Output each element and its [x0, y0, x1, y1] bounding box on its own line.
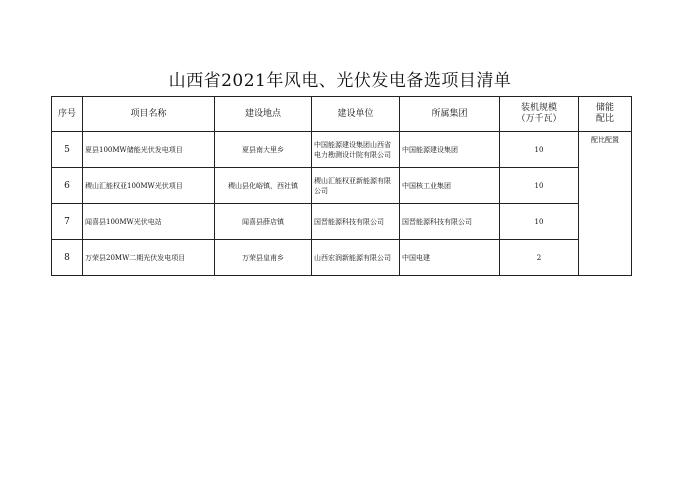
table-header-row — [52, 97, 632, 132]
header-storage-ratio: 储能 配比 — [579, 97, 632, 132]
project-table — [51, 96, 632, 276]
header-builder: 建设单位 — [312, 97, 400, 132]
table-row — [52, 168, 632, 204]
row-builder: 国晋能源科技有限公司 — [312, 204, 400, 240]
row-group: 国晋能源科技有限公司 — [400, 204, 500, 240]
row-index: 7 — [52, 204, 83, 240]
row-capacity: 2 — [500, 240, 579, 276]
row-capacity: 10 — [500, 204, 579, 240]
row-location: 稷山县化峪镇，西社镇 — [215, 168, 312, 204]
row-capacity: 10 — [500, 132, 579, 168]
storage-ratio-cell: 配比配置 — [579, 132, 632, 276]
row-location: 万荣县皇甫乡 — [215, 240, 312, 276]
row-project-name: 夏县100MW储能光伏发电项目 — [83, 132, 215, 168]
row-index: 5 — [52, 132, 83, 168]
page-title: 山西省2021年风电、光伏发电备选项目清单 — [168, 71, 512, 91]
row-location: 闻喜县薛店镇 — [215, 204, 312, 240]
row-group: 中国核工业集团 — [400, 168, 500, 204]
header-group: 所属集团 — [400, 97, 500, 132]
table-row — [52, 204, 632, 240]
row-project-name: 闻喜县100MW光伏电站 — [83, 204, 215, 240]
row-builder: 稷山汇能权亚新能源有限公司 — [312, 168, 400, 204]
row-index: 6 — [52, 168, 83, 204]
row-project-name: 万荣县20MW二期光伏发电项目 — [83, 240, 215, 276]
row-capacity: 10 — [500, 168, 579, 204]
row-project-name: 稷山汇能权亚100MW光伏项目 — [83, 168, 215, 204]
table-row — [52, 240, 632, 276]
header-project-name: 项目名称 — [83, 97, 215, 132]
row-index: 8 — [52, 240, 83, 276]
header-capacity: 装机规模 （万千瓦） — [500, 97, 579, 132]
row-group: 中国能源建设集团 — [400, 132, 500, 168]
table-row — [52, 132, 632, 168]
row-builder: 山西宏润新能源有限公司 — [312, 240, 400, 276]
header-location: 建设地点 — [215, 97, 312, 132]
header-index: 序号 — [52, 97, 83, 132]
row-location: 夏县南大里乡 — [215, 132, 312, 168]
row-builder: 中国能源建设集团山西省电力勘测设计院有限公司 — [312, 132, 400, 168]
row-group: 中国电建 — [400, 240, 500, 276]
